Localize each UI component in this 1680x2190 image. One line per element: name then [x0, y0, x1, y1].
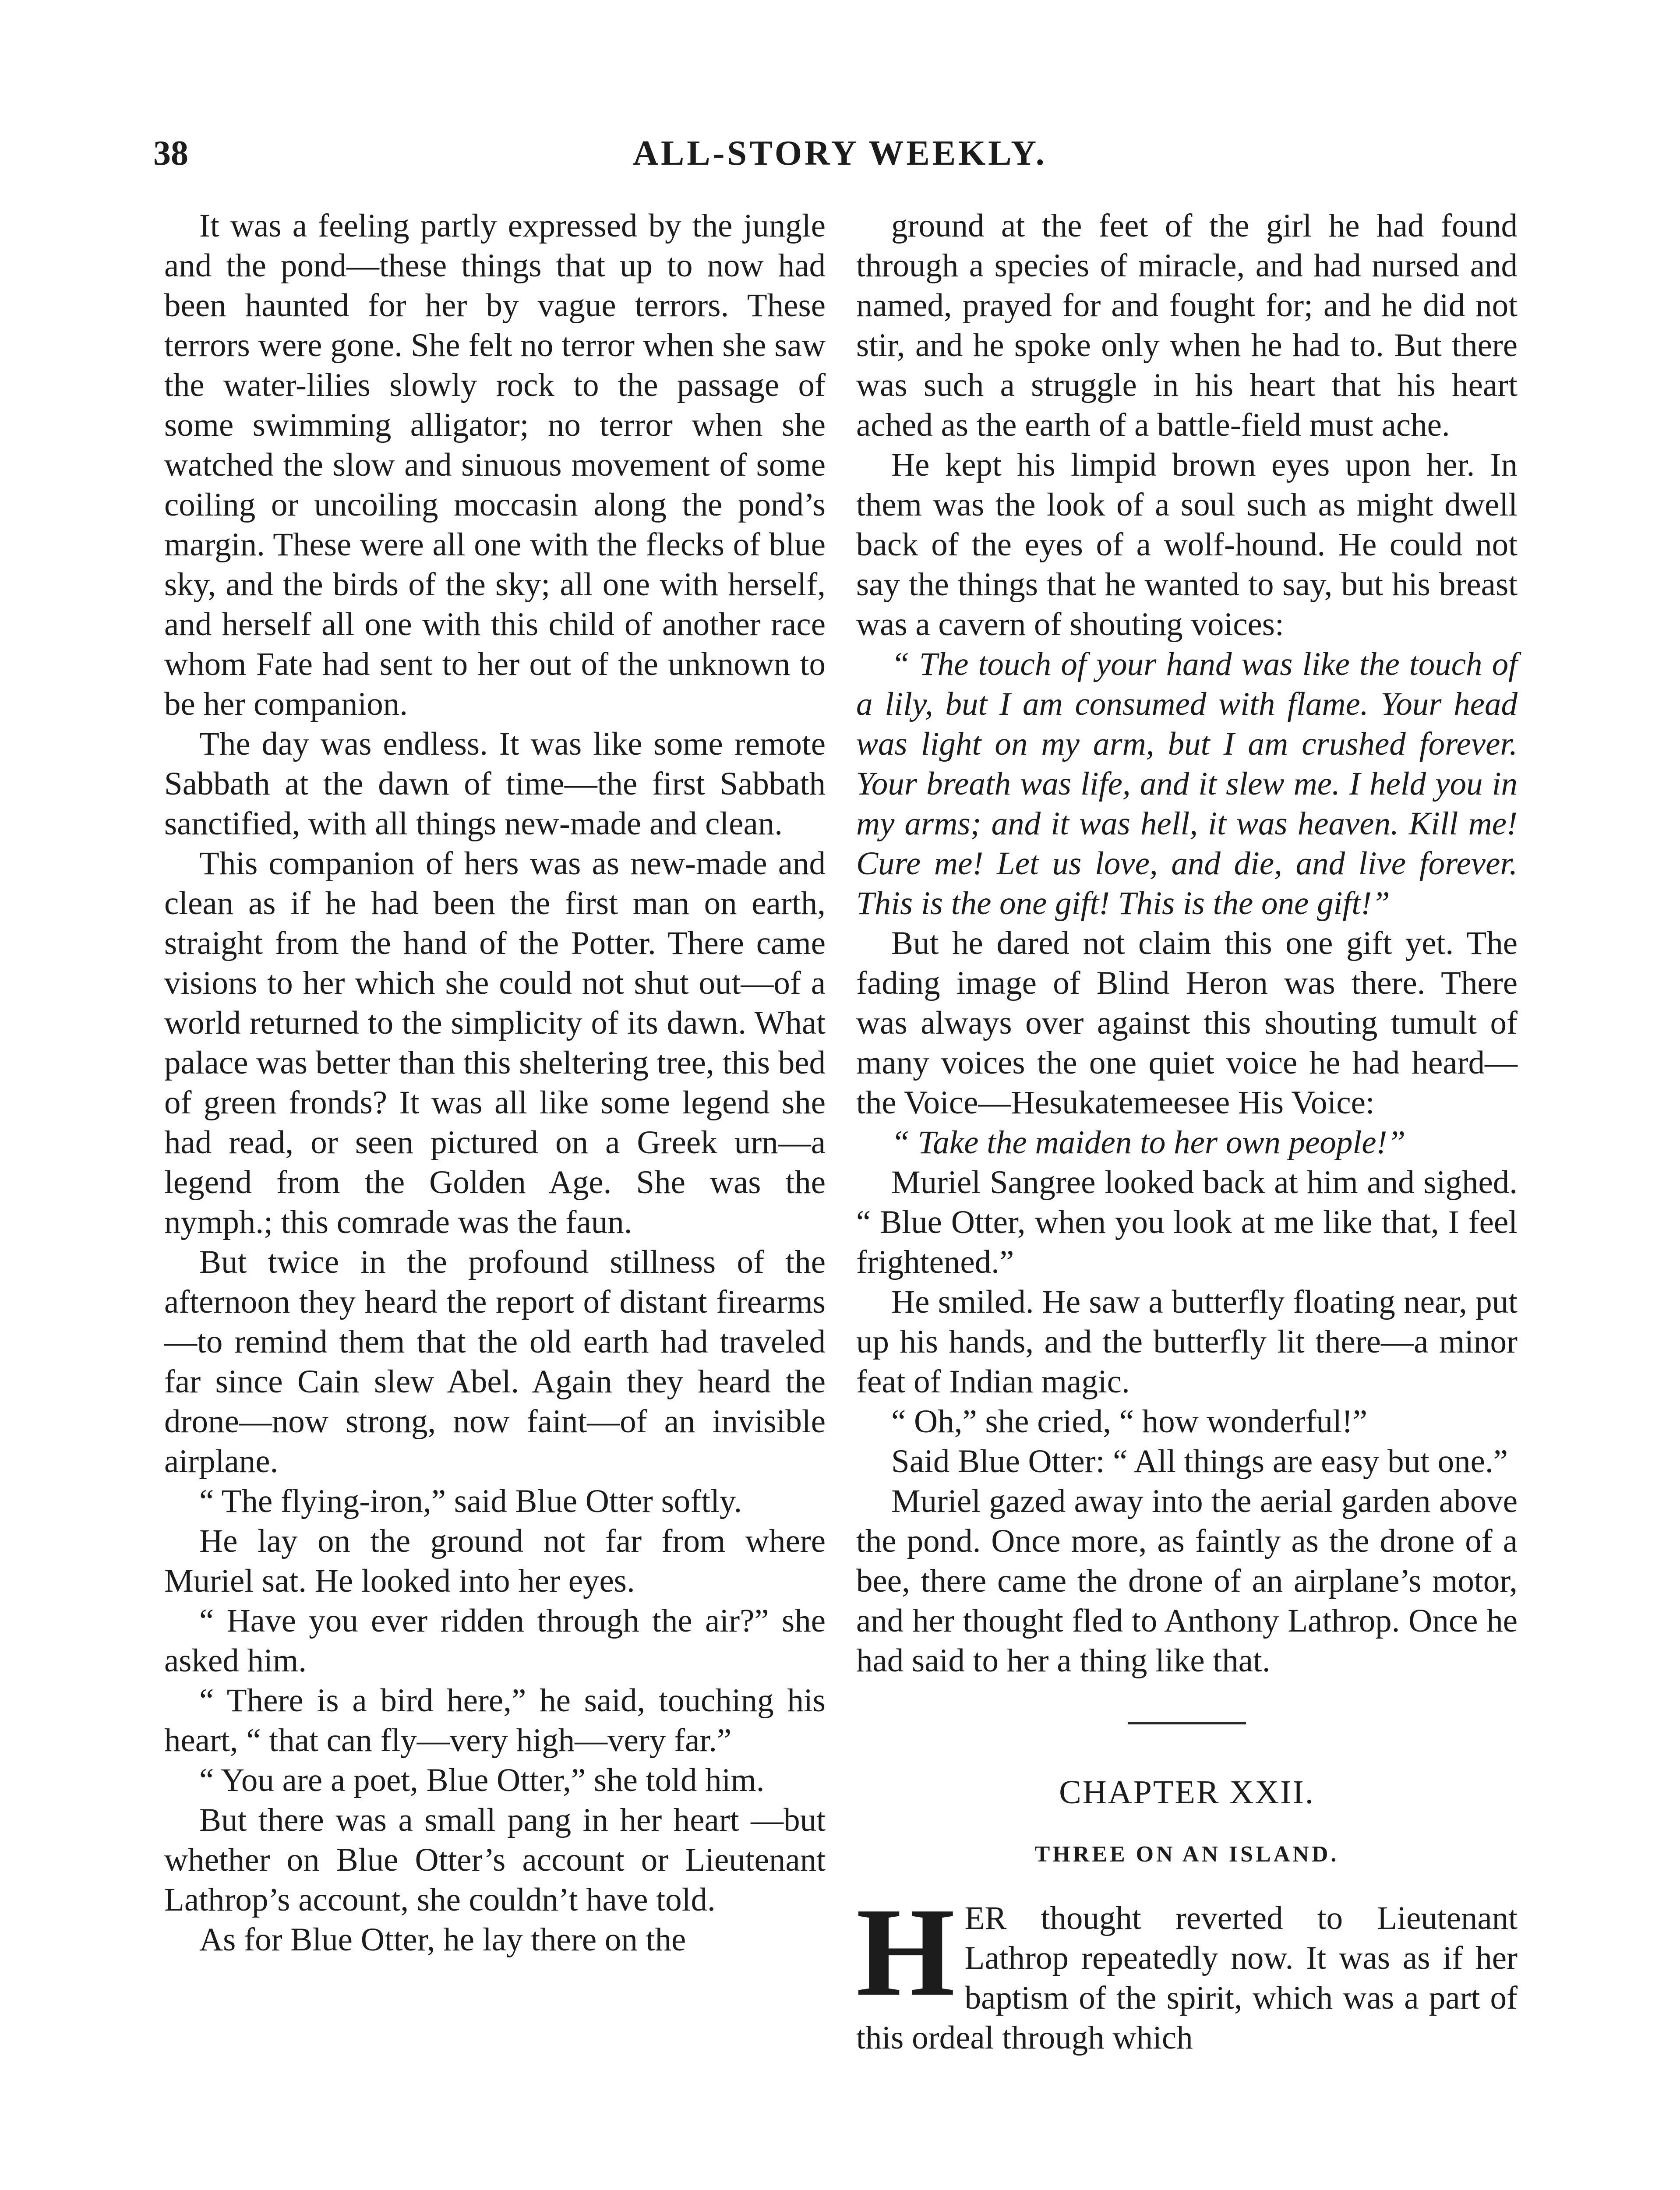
chapter-opening-text: ER thought reverted to Lieutenant Lathrop repeatedly now. It was as if her baptism of the spirit, which was a part of this ordeal through which [856, 1900, 1518, 2056]
page-number: 38 [153, 134, 188, 173]
italic-quote: “ Take the maiden to her own people!” [891, 1124, 1406, 1161]
paragraph: He smiled. He saw a butterfly floating near, put up his hands, and the butterfly lit there—a minor feat of Indian magic. [856, 1284, 1518, 1400]
italic-quote: “ The touch of your hand was like the touch of a lily, but I am consumed with flame. Your head was light on my arm, but I am crushed forever. Your breath was life, and it slew me. I held you in my arms; and it was hell, it was heaven. Kill me! Cure me! Let us love, and die, and live forever. This is the one gift! This is the one gift!” [856, 646, 1518, 922]
paragraph: “ Oh,” she cried, “ how wonderful!” [891, 1403, 1368, 1440]
paragraph: The day was endless. It was like some remote Sabbath at the dawn of time—the first Sabbath sanctified, with all things new-made and clean. [164, 726, 826, 842]
drop-cap: H [856, 1882, 955, 2022]
paragraph: “ You are a poet, Blue Otter,” she told him. [199, 1762, 765, 1798]
left-column [164, 206, 826, 1960]
paragraph: But there was a small pang in her heart —but whether on Blue Otter’s account or Lieutenant Lathrop’s account, she couldn’t have told. [164, 1802, 826, 1918]
paragraph: This companion of hers was as new-made and clean as if he had been the first man on earth, straight from the hand of the Potter. There came visions to her which she could not shut out—of a world returned to the simplicity of its dawn. What palace was better than this sheltering tree, this bed of green fronds? It was all like some legend she had read, or seen pictured on a Greek urn—a legend from the Golden Age. She was the nymph.; this comrade was the faun. [164, 845, 826, 1240]
paragraph: Muriel gazed away into the aerial garden above the pond. Once more, as faintly as the drone of a bee, there came the drone of an airplane’s motor, and her thought fled to Anthony Lathrop. Once he had said to her a thing like that. [856, 1483, 1518, 1679]
paragraph: He kept his limpid brown eyes upon her. In them was the look of a soul such as might dwell back of the eyes of a wolf-hound. He could not say the things that he wanted to say, but his breast was a cavern of shouting voices: [856, 447, 1518, 643]
paragraph: ground at the feet of the girl he had found through a species of miracle, and had nursed and named, prayed for and fought for; and he did not stir, and he spoke only when he had to. But there was such a struggle in his heart that his heart ached as the earth of a battle-field must ache. [856, 208, 1518, 443]
chapter-title: CHAPTER XXII. [1059, 1774, 1315, 1811]
paragraph: But he dared not claim this one gift yet. The fading image of Blind Heron was there. There was always over against this shouting tumult of many voices the one quiet voice he had heard—the Voice—Hesukatemeesee His Voice: [856, 925, 1518, 1121]
chapter-opening-paragraph [856, 1882, 1518, 2058]
paragraph: As for Blue Otter, he lay there on the [199, 1922, 686, 1958]
paragraph: Said Blue Otter: “ All things are easy but one.” [891, 1443, 1508, 1480]
running-head: ALL-STORY WEEKLY. [633, 134, 1047, 173]
paragraph: “ Have you ever ridden through the air?” she asked him. [164, 1603, 826, 1679]
right-column [856, 206, 1518, 2058]
paragraph: It was a feeling partly expressed by the jungle and the pond—these things that up to now had been haunted for her by vague terrors. These terrors were gone. She felt no terror when she saw the water-lilies slowly rock to the passage of some swimming alligator; no terror when she watched the slow and sinuous movement of some coiling or uncoiling moccasin along the pond’s margin. These were all one with the flecks of blue sky, and the birds of the sky; all one with herself, and herself all one with this child of another race whom Fate had sent to her out of the unknown to be her companion. [164, 208, 826, 722]
paragraph: But twice in the profound stillness of the afternoon they heard the report of distant firearms—to remind them that the old earth had traveled far since Cain slew Abel. Again they heard the drone—now strong, now faint—of an invisible airplane. [164, 1244, 826, 1480]
paragraph: Muriel Sangree looked back at him and sighed. “ Blue Otter, when you look at me like that, I feel frightened.” [856, 1164, 1518, 1280]
paragraph: He lay on the ground not far from where Muriel sat. He looked into her eyes. [164, 1523, 826, 1599]
paragraph: “ There is a bird here,” he said, touching his heart, “ that can fly—very high—very far.” [164, 1682, 826, 1759]
paragraph: “ The flying-iron,” said Blue Otter softly. [199, 1483, 742, 1519]
section-divider [1128, 1722, 1246, 1724]
chapter-subtitle: THREE ON AN ISLAND. [1034, 1842, 1339, 1867]
